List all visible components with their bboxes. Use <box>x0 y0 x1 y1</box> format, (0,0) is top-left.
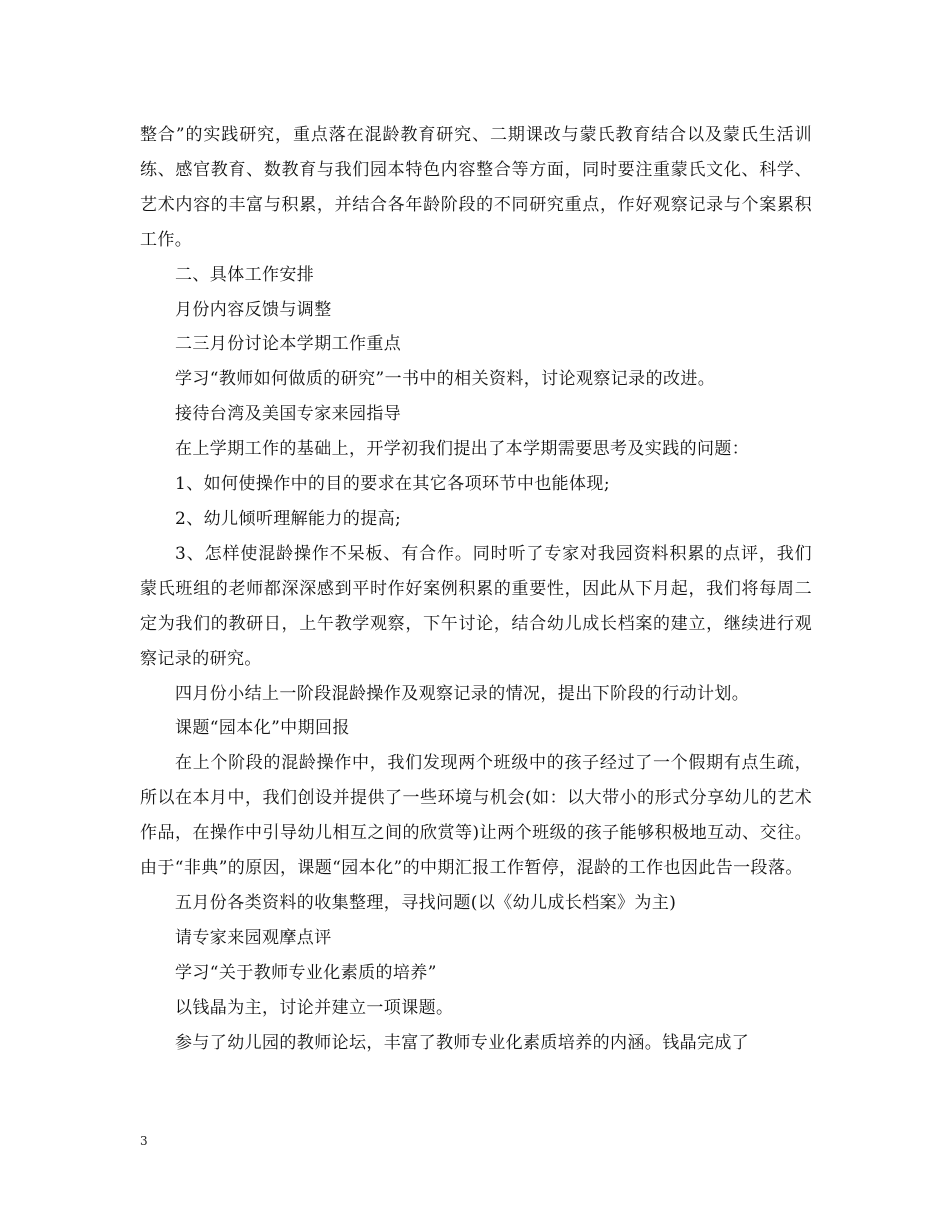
paragraph: 1、如何使操作中的目的要求在其它各项环节中也能体现; <box>175 474 610 495</box>
paragraph: 2、幼儿倾听理解能力的提高; <box>175 508 402 529</box>
paragraph: 学习“教师如何做质的研究”一书中的相关资料，讨论观察记录的改进。 <box>175 369 716 390</box>
paragraph: 整合”的实践研究，重点落在混龄教育研究、二期课改与蒙氏教育结合以及蒙氏生活训练、感官教育、数教育与我们园本特色内容整合等方面，同时要注重蒙氏文化、科学、艺术内容的丰富与积累，并结合各年龄阶段的不同研究重点，作好观察记录与个案累积工作。 <box>140 125 812 250</box>
paragraph: 在上个阶段的混龄操作中，我们发现两个班级中的孩子经过了一个假期有点生疏，所以在本月中，我们创设并提供了一些环境与机会(如：以大带小的形式分享幼儿的艺术作品，在操作中引导幼儿相互之间的欣赏等)让两个班级的孩子能够积极地互动、交往。由于“非典”的原因，课题“园本化”的中期汇报工作暂停，混龄的工作也因此告一段落。 <box>140 753 812 879</box>
paragraph: 请专家来园观摩点评 <box>175 927 332 948</box>
paragraph: 五月份各类资料的收集整理，寻找问题(以《幼儿成长档案》为主) <box>175 892 677 913</box>
paragraph: 学习“关于教师专业化素质的培养” <box>175 962 437 983</box>
paragraph: 以钱晶为主，讨论并建立一项课题。 <box>175 997 454 1018</box>
paragraph: 参与了幼儿园的教师论坛，丰富了教师专业化素质培养的内涵。钱晶完成了 <box>175 1032 750 1053</box>
paragraph: 3、怎样使混龄操作不呆板、有合作。同时听了专家对我园资料积累的点评，我们蒙氏班组的老师都深深感到平时作好案例积累的重要性，因此从下月起，我们将每周二定为我们的教研日，上午教学观察，下午讨论，结合幼儿成长档案的建立，继续进行观察记录的研究。 <box>140 543 812 669</box>
document-body <box>140 118 812 1060</box>
paragraph: 接待台湾及美国专家来园指导 <box>175 404 402 425</box>
page-number: 3 <box>140 1134 148 1148</box>
paragraph: 二三月份讨论本学期工作重点 <box>175 334 402 355</box>
paragraph: 月份内容反馈与调整 <box>175 299 332 320</box>
paragraph: 四月份小结上一阶段混龄操作及观察记录的情况，提出下阶段的行动计划。 <box>175 683 750 704</box>
paragraph: 在上学期工作的基础上，开学初我们提出了本学期需要思考及实践的问题： <box>175 439 750 460</box>
paragraph: 二、具体工作安排 <box>175 264 315 285</box>
paragraph: 课题“园本化”中期回报 <box>175 718 350 739</box>
